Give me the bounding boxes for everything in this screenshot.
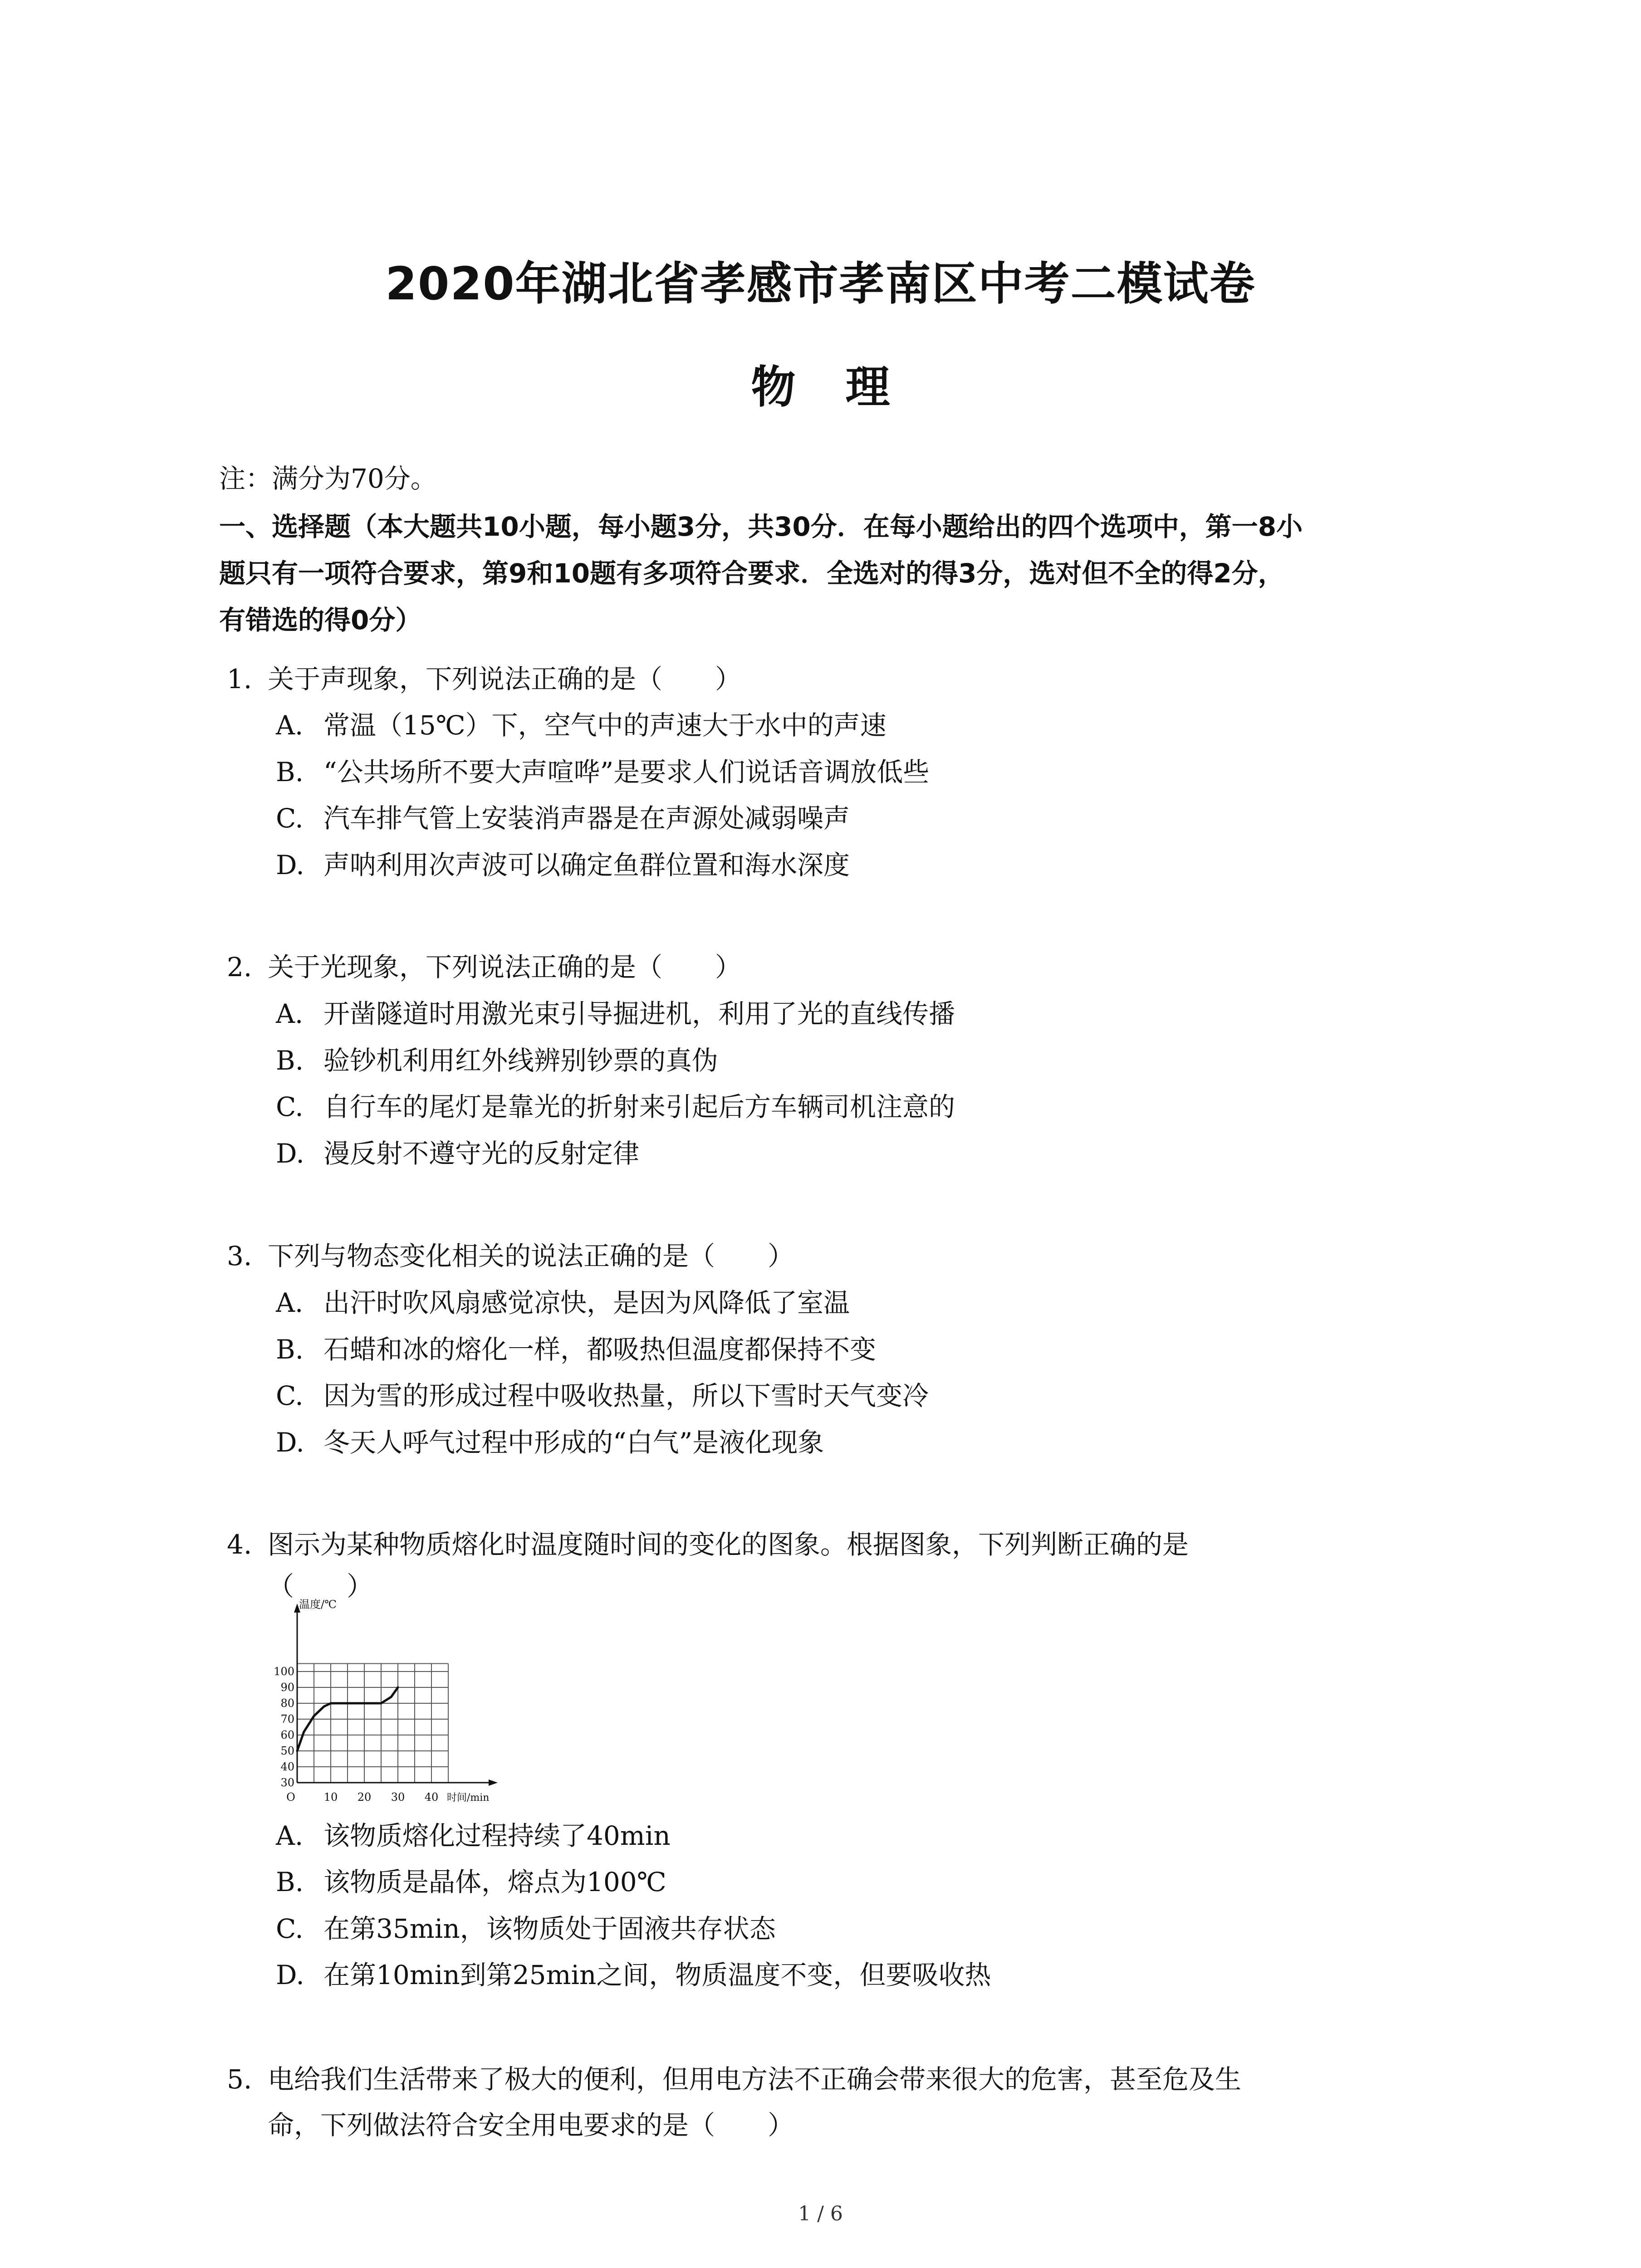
option-letter: A. (276, 710, 304, 741)
question-2-option-b (276, 1039, 718, 1077)
option-letter: C. (276, 1091, 304, 1122)
option-text: 常温（15℃）下，空气中的声速大于水中的声速 (323, 710, 887, 741)
option-text: 该物质熔化过程持续了40min (323, 1820, 671, 1851)
option-letter: C. (276, 1380, 304, 1411)
y-tick-label: 40 (280, 1760, 294, 1773)
question-4-option-c (276, 1907, 776, 1945)
option-text: 该物质是晶体，熔点为100℃ (323, 1867, 666, 1897)
x-tick-label: 40 (424, 1791, 439, 1804)
question-3-stem (227, 1235, 794, 1273)
y-axis-label: 温度/℃ (299, 1599, 337, 1611)
option-letter: B. (276, 1867, 304, 1897)
option-letter: B. (276, 1334, 304, 1365)
x-tick-label: 30 (391, 1791, 405, 1804)
question-4-stem-cont: （ ） (268, 1571, 373, 1602)
subject-title: 物理 (751, 362, 940, 413)
y-tick-label: 80 (280, 1697, 294, 1710)
question-text: 关于声现象，下列说法正确的是（ ） (268, 664, 742, 694)
page-number: 1 / 6 (798, 2202, 843, 2225)
score-note: 注：满分为70分。 (219, 463, 437, 494)
question-1-option-b (276, 751, 929, 789)
option-text: 验钞机利用红外线辨别钞票的真伪 (323, 1045, 719, 1076)
question-number: 4. (227, 1529, 252, 1560)
option-letter: D. (276, 1138, 304, 1169)
option-letter: C. (276, 1913, 304, 1944)
option-text: 汽车排气管上安装消声器是在声源处减弱噪声 (323, 803, 850, 834)
option-text: 在第10min到第25min之间，物质温度不变，但要吸收热 (323, 1960, 991, 1990)
option-text: 石蜡和冰的熔化一样，都吸热但温度都保持不变 (323, 1334, 877, 1365)
option-text: “公共场所不要大声喧哗”是要求人们说话音调放低些 (323, 757, 930, 787)
y-tick-label: 50 (280, 1745, 294, 1757)
question-4-option-b (276, 1861, 666, 1899)
option-letter: D. (276, 1960, 304, 1990)
y-tick-label: 30 (280, 1776, 294, 1789)
exam-title: 2020年湖北省孝感市孝南区中考二模试卷 (385, 257, 1256, 310)
option-letter: A. (276, 998, 304, 1029)
y-tick-label: 60 (280, 1729, 294, 1741)
question-1-option-a (276, 704, 887, 742)
x-axis-label: 时间/min (447, 1792, 490, 1804)
question-1-stem (227, 658, 741, 696)
question-4-option-a (276, 1814, 671, 1853)
question-4-option-d (276, 1954, 991, 1992)
question-text: 下列与物态变化相关的说法正确的是（ ） (268, 1241, 794, 1271)
question-number: 3. (227, 1241, 252, 1271)
option-text: 漫反射不遵守光的反射定律 (323, 1138, 640, 1169)
x-tick-label: O (286, 1791, 295, 1804)
question-5-stem-cont: 命，下列做法符合安全用电要求的是（ ） (268, 2110, 794, 2141)
option-letter: A. (276, 1287, 304, 1318)
x-tick-label: 10 (323, 1791, 338, 1804)
question-number: 2. (227, 952, 252, 982)
question-2-stem (227, 946, 741, 984)
y-tick-label: 70 (280, 1713, 294, 1725)
option-text: 出汗时吹风扇感觉凉快，是因为风降低了室温 (323, 1287, 850, 1318)
option-letter: B. (276, 757, 304, 787)
option-text: 开凿隧道时用激光束引导掘进机，利用了光的直线传播 (323, 998, 955, 1029)
section-instructions (219, 503, 1467, 644)
y-tick-label: 100 (274, 1665, 294, 1678)
option-text: 在第35min，该物质处于固液共存状态 (323, 1913, 776, 1944)
question-4-stem (227, 1523, 1189, 1561)
option-letter: D. (276, 1427, 304, 1458)
option-text: 自行车的尾灯是靠光的折射来引起后方车辆司机注意的 (323, 1091, 955, 1122)
question-text: 电给我们生活带来了极大的便利，但用电方法不正确会带来很大的危害，甚至危及生 (268, 2064, 1242, 2095)
option-text: 冬天人呼气过程中形成的“白气”是液化现象 (323, 1427, 824, 1458)
question-text: 关于光现象，下列说法正确的是（ ） (268, 952, 742, 982)
question-3-option-c (276, 1374, 929, 1413)
question-1-option-c (276, 797, 850, 835)
question-text: 图示为某种物质熔化时温度随时间的变化的图象。根据图象，下列判断正确的是 (268, 1529, 1189, 1560)
question-3-option-a (276, 1281, 850, 1320)
y-tick-label: 90 (280, 1681, 294, 1694)
question-2-option-d (276, 1132, 639, 1170)
option-text: 声呐利用次声波可以确定鱼群位置和海水深度 (323, 850, 850, 880)
option-letter: D. (276, 850, 304, 880)
question-5-stem (227, 2058, 1241, 2096)
question-2-option-c (276, 1085, 955, 1124)
option-letter: A. (276, 1820, 304, 1851)
temperature-time-graph (265, 1599, 501, 1808)
option-text: 因为雪的形成过程中吸收热量，所以下雪时天气变冷 (323, 1380, 929, 1411)
question-number: 5. (227, 2064, 252, 2095)
option-letter: C. (276, 803, 304, 834)
question-3-option-d (276, 1421, 824, 1459)
question-3-option-b (276, 1328, 876, 1366)
section-line: 有错选的得0分） (219, 605, 422, 635)
question-2-option-a (276, 992, 955, 1031)
question-number: 1. (227, 664, 252, 694)
x-tick-label: 20 (357, 1791, 372, 1804)
x-axis-arrow (489, 1779, 498, 1786)
section-line: 题只有一项符合要求，第9和10题有多项符合要求．全选对的得3分，选对但不全的得2分， (219, 558, 1284, 589)
question-1-option-d (276, 844, 850, 882)
option-letter: B. (276, 1045, 304, 1076)
section-line: 一、选择题（本大题共10小题，每小题3分，共30分．在每小题给出的四个选项中，第一8小 (219, 511, 1303, 542)
